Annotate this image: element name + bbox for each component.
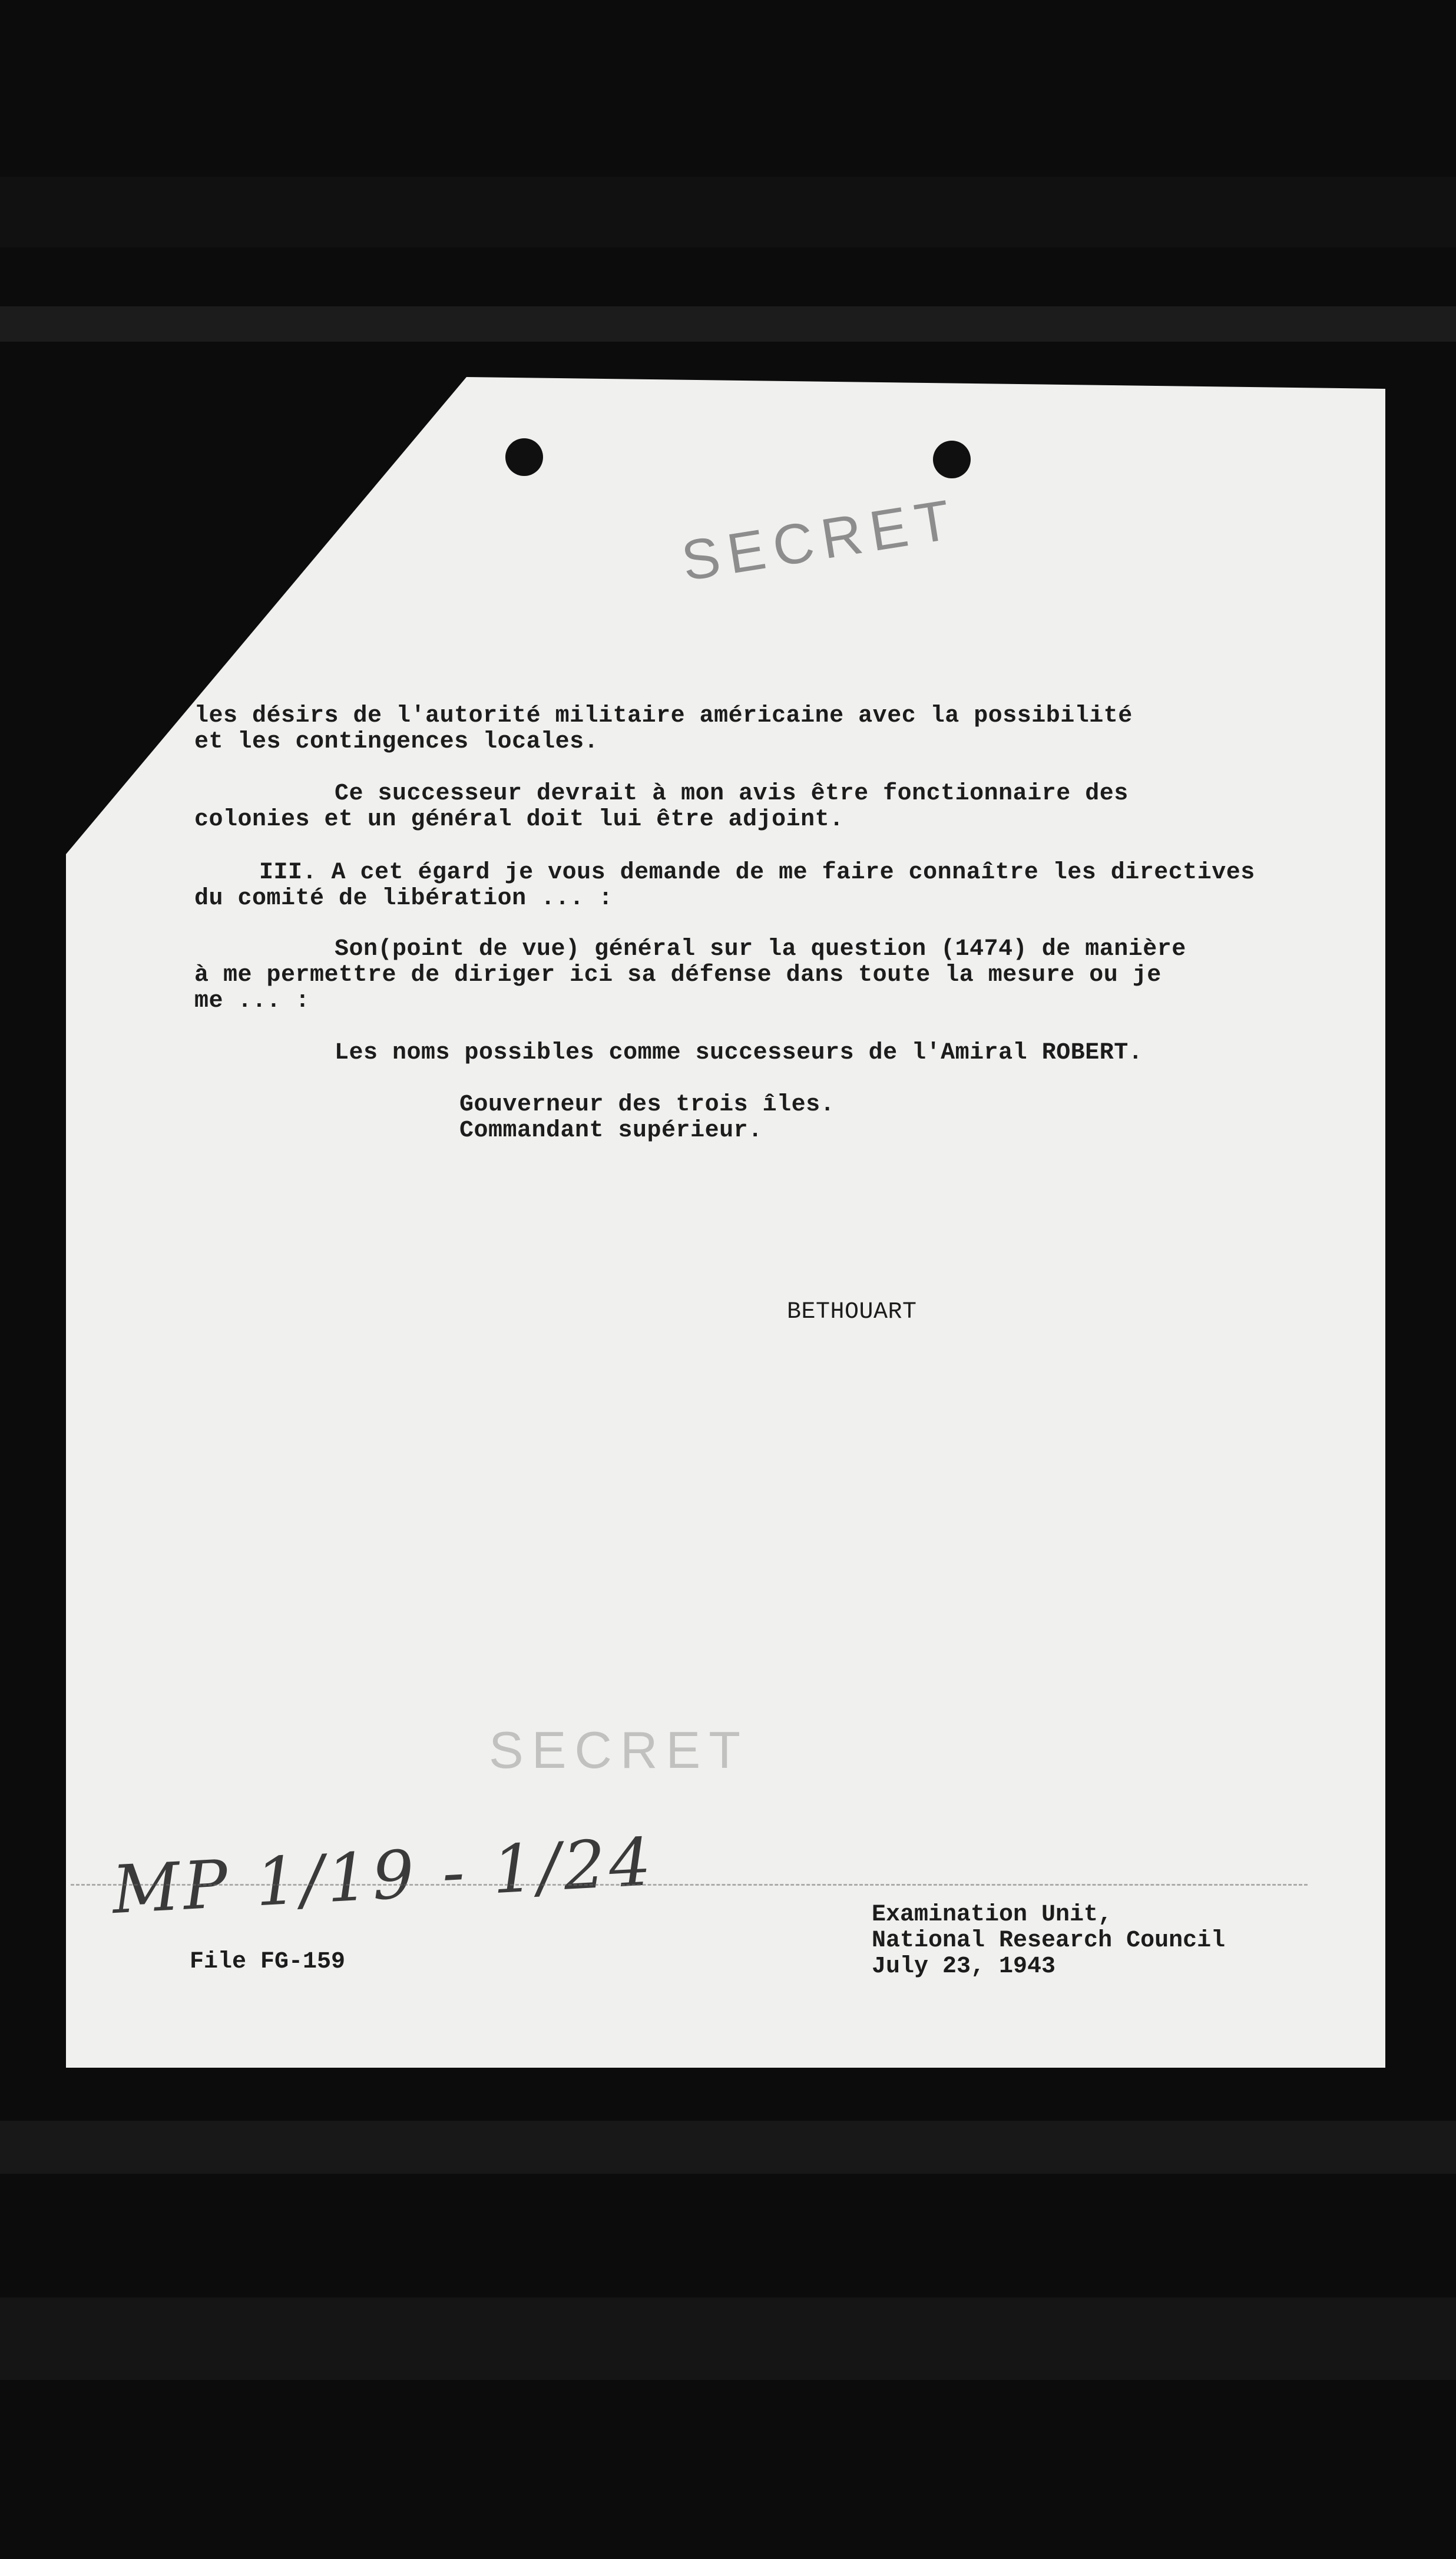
document-page: [66, 377, 1385, 2068]
signature: BETHOUART: [787, 1299, 917, 1325]
footer-examination-unit: Examination Unit,: [872, 1902, 1113, 1928]
film-band: [0, 2297, 1456, 2380]
film-band: [0, 306, 1456, 342]
body-line: Commandant supérieur.: [459, 1118, 763, 1144]
body-line: à me permettre de diriger ici sa défense dans toute la mesure ou je: [194, 962, 1162, 988]
body-line: colonies et un général doit lui être adjoint.: [194, 806, 844, 833]
body-line: les désirs de l'autorité militaire américaine avec la possibilité: [194, 703, 1133, 729]
film-band: [0, 177, 1456, 247]
body-line: me ... :: [194, 988, 310, 1014]
divider-rule: [71, 1884, 1308, 1886]
secret-stamp-top: SECRET: [677, 487, 963, 593]
file-reference: File FG-159: [190, 1949, 346, 1975]
body-line: Son(point de vue) général sur la question (1474) de manière: [335, 936, 1186, 963]
punch-hole-right: [933, 441, 971, 478]
body-line: Gouverneur des trois îles.: [459, 1092, 835, 1118]
footer-date: July 23, 1943: [872, 1953, 1056, 1980]
film-band: [0, 2121, 1456, 2174]
body-line: et les contingences locales.: [194, 729, 599, 755]
footer-council: National Research Council: [872, 1927, 1226, 1954]
handwritten-note: MP 1/19 - 1/24: [110, 1823, 657, 1929]
secret-stamp-bottom: SECRET: [489, 1721, 749, 1779]
body-line: Ce successeur devrait à mon avis être fonctionnaire des: [335, 781, 1129, 807]
body-line: Les noms possibles comme successeurs de l'Amiral ROBERT.: [335, 1040, 1143, 1066]
punch-hole-left: [505, 438, 543, 476]
body-line: III. A cet égard je vous demande de me faire connaître les directives: [259, 859, 1255, 886]
body-line: du comité de libération ... :: [194, 885, 613, 912]
